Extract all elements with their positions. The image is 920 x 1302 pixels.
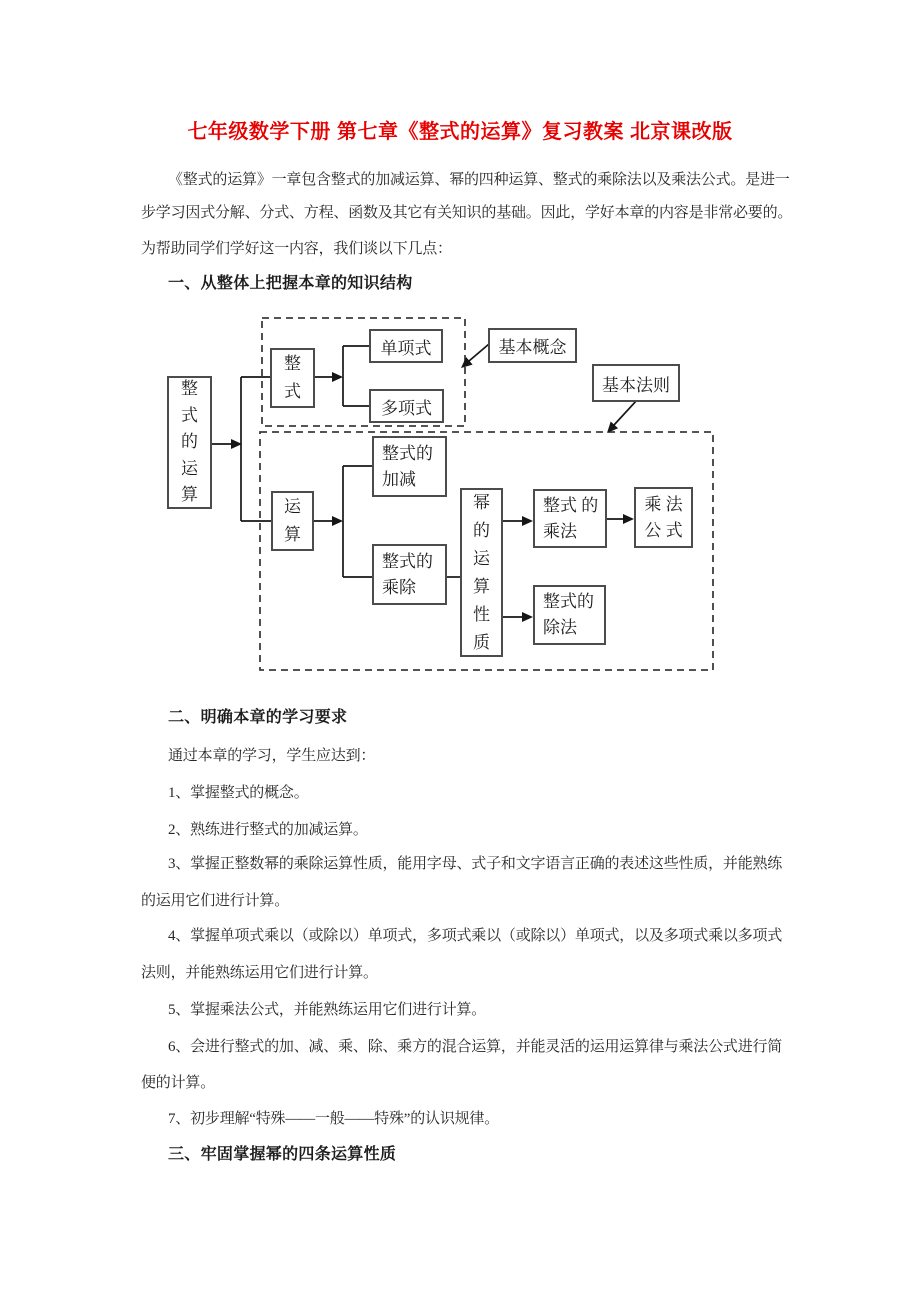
- node-basic-concepts: 基本概念: [488, 328, 577, 363]
- intro-line-2: 步学习因式分解、分式、方程、函数及其它有关知识的基础。因此，学好本章的内容是非常必要的。: [141, 205, 793, 221]
- node-add-subtract: 整式的 加减: [372, 436, 447, 497]
- requirement-item-7: 7、初步理解“特殊——一般——特殊”的认识规律。: [168, 1111, 500, 1127]
- intro-line-3: 为帮助同学们学好这一内容，我们谈以下几点：: [141, 241, 452, 257]
- requirement-item-2: 2、熟练进行整式的加减运算。: [168, 822, 368, 838]
- requirement-item-6: 6、会进行整式的加、减、乘、除、乘方的混合运算，并能灵活的运用运算律与乘法公式进行简: [168, 1039, 783, 1055]
- requirement-item-5: 5、掌握乘法公式，并能熟练运用它们进行计算。: [168, 1002, 487, 1018]
- section-one-heading: 一、从整体上把握本章的知识结构: [168, 275, 413, 292]
- requirement-item-4: 4、掌握单项式乘以（或除以）单项式，多项式乘以（或除以）单项式，以及多项式乘以多项式: [168, 928, 783, 944]
- node-root: 整式的运算: [167, 376, 212, 509]
- requirement-item-3-cont: 的运用它们进行计算。: [141, 893, 290, 909]
- node-multiplication-formulas: 乘 法 公 式: [634, 487, 693, 548]
- node-expression-multiplication: 整式 的 乘法: [533, 489, 607, 548]
- requirement-item-6-cont: 便的计算。: [141, 1075, 216, 1091]
- requirements-lead: 通过本章的学习，学生应达到：: [168, 748, 376, 764]
- node-expression-division: 整式的 除法: [533, 585, 606, 645]
- section-two-heading: 二、明确本章的学习要求: [168, 709, 348, 726]
- section-three-heading: 三、牢固掌握幂的四条运算性质: [168, 1146, 397, 1163]
- page-title: 七年级数学下册 第七章《整式的运算》复习教案 北京课改版: [187, 121, 733, 143]
- node-operations: 运算: [271, 491, 314, 551]
- requirement-item-4-cont: 法则，并能熟练运用它们进行计算。: [141, 965, 378, 981]
- node-basic-rules: 基本法则: [592, 364, 680, 402]
- node-power-properties: 幂的运算性质: [460, 488, 503, 657]
- node-monomial: 单项式: [369, 329, 443, 363]
- node-multiply-divide: 整式的 乘除: [372, 544, 447, 605]
- node-polynomial: 多项式: [369, 389, 444, 423]
- requirement-item-3: 3、掌握正整数幂的乘除运算性质，能用字母、式子和文字语言正确的表述这些性质，并能熟练: [168, 856, 783, 872]
- requirement-item-1: 1、掌握整式的概念。: [168, 785, 309, 801]
- intro-line-1: 《整式的运算》一章包含整式的加减运算、幂的四种运算、整式的乘除法以及乘法公式。是进一: [168, 172, 790, 188]
- node-integral-expression: 整式: [270, 348, 315, 408]
